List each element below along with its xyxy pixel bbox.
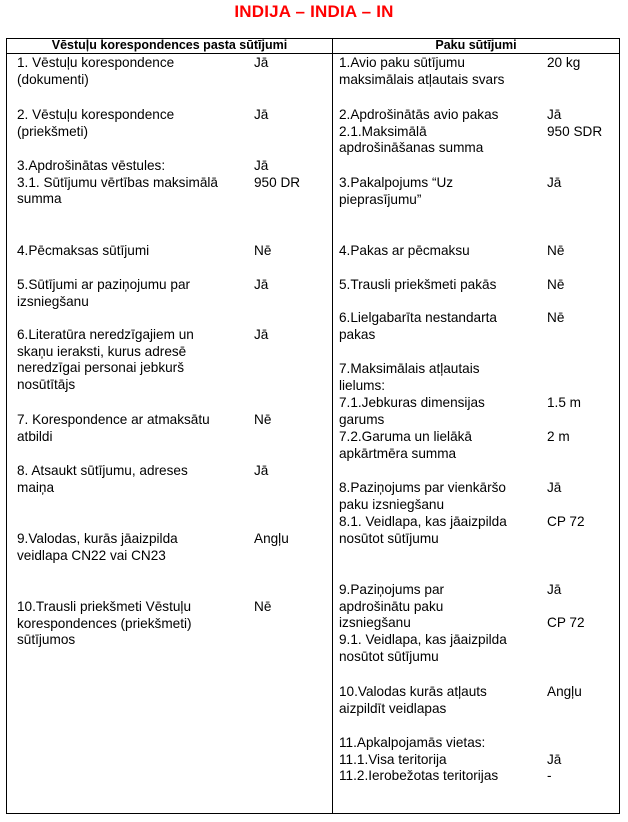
header-parcels: Paku sūtījumi: [435, 38, 517, 52]
right-item-10-label: 10.Valodas kurās atļauts aizpildīt veidlapas: [339, 684, 487, 716]
right-item-1-label: 1.Avio paku sūtījumu maksimālais atļautais svars: [339, 55, 505, 87]
left-item-6-value: Jā: [254, 327, 269, 342]
column-divider: [332, 39, 333, 813]
left-item-2-value: Jā: [254, 107, 269, 122]
right-item-3-label: 3.Pakalpojums “Uz pieprasījumu”: [339, 175, 454, 207]
right-item-1-value: 20 kg: [547, 55, 581, 70]
left-item-6-label: 6.Literatūra neredzīgajiem un skaņu ieraksti, kurus adresē neredzīgai personai jebkurš nosūtītājs: [17, 327, 194, 392]
left-item-8-value: Jā: [254, 463, 269, 478]
left-item-7-value: Nē: [254, 412, 272, 427]
left-item-10-value: Nē: [254, 599, 272, 614]
left-item-3-label: 3.Apdrošinātas vēstules: 3.1. Sūtījumu vērtības maksimālā summa: [17, 158, 218, 206]
right-item-5-value: Nē: [547, 277, 565, 292]
left-item-7-label: 7. Korespondence ar atmaksātu atbildi: [17, 412, 210, 444]
postal-services-table: [6, 38, 620, 814]
right-item-3-value: Jā: [547, 175, 562, 190]
right-item-6-label: 6.Lielgabarīta nestandarta pakas: [339, 310, 497, 342]
right-item-2-label: 2.Apdrošinātās avio pakas 2.1.Maksimālā apdrošināšanas summa: [339, 107, 499, 155]
right-item-8-value: Jā: [547, 480, 562, 495]
right-item-7-1-label: 7.1.Jebkuras dimensijas garums: [339, 395, 485, 427]
right-item-5-label: 5.Trausli priekšmeti pakās: [339, 277, 497, 292]
right-item-11-label: 11.Apkalpojamās vietas: 11.1.Visa teritorija 11.2.Ierobežotas teritorijas: [339, 735, 499, 783]
left-item-10-label: 10.Trausli priekšmeti Vēstuļu korespondences (priekšmeti) sūtījumos: [17, 599, 192, 647]
right-item-9-1-label: 9.1. Veidlapa, kas jāaizpilda nosūtot sūtījumu: [339, 632, 507, 664]
right-item-6-value: Nē: [547, 310, 565, 325]
header-divider: [7, 53, 619, 54]
header-letter-mail: Vēstuļu korespondences pasta sūtījumi: [51, 38, 288, 52]
left-item-1-label: 1. Vēstuļu korespondence (dokumenti): [17, 55, 175, 87]
right-item-2-value: Jā 950 SDR: [547, 107, 603, 139]
right-item-4-label: 4.Pakas ar pēcmaksu: [339, 243, 470, 258]
right-item-7-2-label: 7.2.Garuma un lielākā apkārtmēra summa: [339, 429, 472, 461]
left-item-1-value: Jā: [254, 55, 269, 70]
right-item-4-value: Nē: [547, 243, 565, 258]
right-item-7-label: 7.Maksimālais atļautais lielums:: [339, 361, 480, 393]
right-item-7-1-value: 1.5 m: [547, 395, 581, 410]
right-item-7-2-value: 2 m: [547, 429, 570, 444]
page-title: INDIJA – INDIA – IN: [234, 2, 394, 21]
left-item-2-label: 2. Vēstuļu korespondence (priekšmeti): [17, 107, 175, 139]
left-item-4-value: Nē: [254, 243, 272, 258]
left-item-9-value: Angļu: [254, 531, 289, 546]
left-item-9-label: 9.Valodas, kurās jāaizpilda veidlapa CN22 vai CN23: [17, 531, 178, 563]
right-item-11-value: Jā -: [547, 751, 562, 783]
right-item-9-value: Jā CP 72: [547, 582, 585, 630]
left-item-3-value: Jā 950 DR: [254, 158, 301, 190]
right-item-10-value: Angļu: [547, 684, 582, 699]
left-item-5-value: Jā: [254, 277, 269, 292]
right-item-9-label: 9.Paziņojums par apdrošinātu paku izsniegšanu: [339, 582, 445, 630]
left-item-8-label: 8. Atsaukt sūtījumu, adreses maiņa: [17, 463, 188, 495]
left-item-4-label: 4.Pēcmaksas sūtījumi: [17, 243, 150, 258]
right-item-8-1-label: 8.1. Veidlapa, kas jāaizpilda nosūtot sūtījumu: [339, 514, 507, 546]
left-item-5-label: 5.Sūtījumi ar paziņojumu par izsniegšanu: [17, 277, 191, 309]
right-item-8-label: 8.Paziņojums par vienkāršo paku izsniegšanu: [339, 480, 506, 512]
right-item-8-1-value: CP 72: [547, 514, 585, 529]
